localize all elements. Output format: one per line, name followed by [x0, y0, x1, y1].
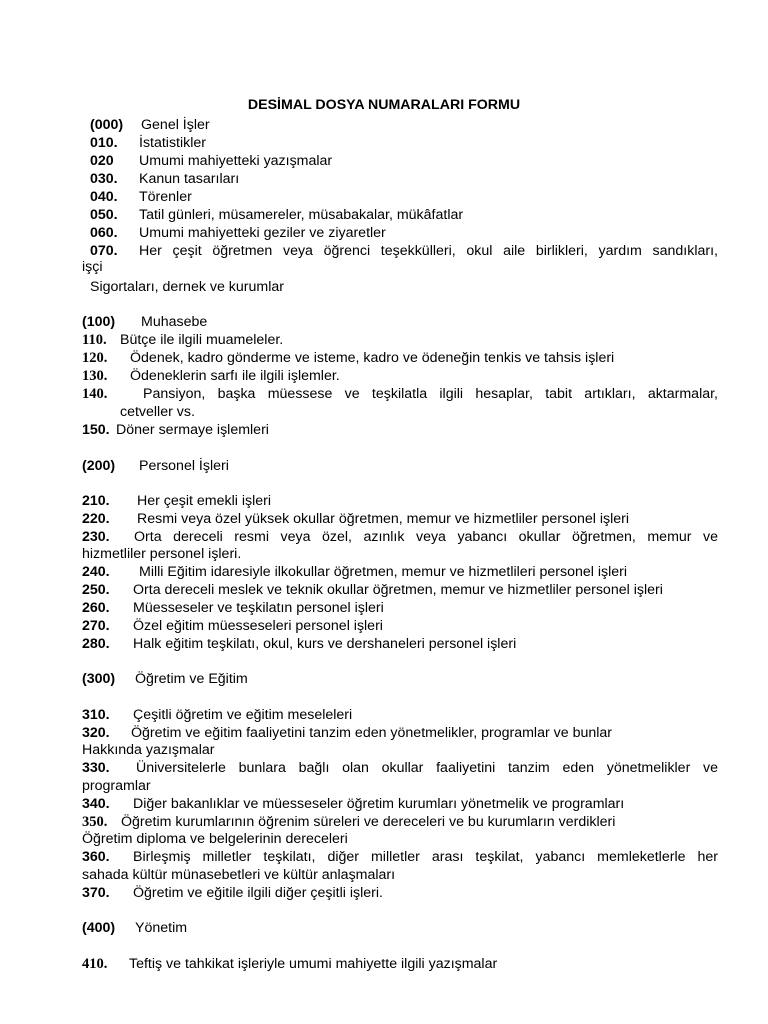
section-code-200: (200) [82, 458, 116, 474]
item-code-110: 110. [82, 332, 107, 348]
item-text-050: Tatil günleri, müsamereler, müsabakalar, mükâfatlar [139, 207, 464, 223]
item-text-260: Müesseseler ve teşkilatın personel işleri [133, 600, 384, 616]
section-code-300: (300) [82, 671, 116, 687]
section-label-300: Öğretim ve Eğitim [135, 671, 248, 687]
item-text-010: İstatistikler [139, 135, 207, 151]
item-text-280: Halk eğitim teşkilatı, okul, kurs ve dershaneleri personel işleri [133, 636, 517, 652]
section-code-100: (100) [82, 314, 116, 330]
item-code-280: 280. [82, 636, 110, 652]
item-text-040: Törenler [139, 189, 192, 205]
item-code-120: 120. [82, 350, 108, 366]
item-text-070-cont1: işçi [82, 259, 103, 275]
item-code-020: 020 [90, 153, 114, 169]
item-code-060: 060. [90, 225, 118, 241]
item-code-130: 130. [82, 368, 108, 384]
section-label-400: Yönetim [135, 920, 188, 936]
item-text-120: Ödenek, kadro gönderme ve isteme, kadro ve ödeneğin tenkis ve tahsis işleri [130, 350, 615, 366]
item-text-020: Umumi mahiyetteki yazışmalar [139, 153, 333, 169]
item-code-040: 040. [90, 189, 118, 205]
section-label-100: Muhasebe [141, 314, 208, 330]
item-text-140-cont1: cetveller vs. [120, 404, 195, 420]
item-text-250: Orta dereceli meslek ve teknik okullar öğretmen, memur ve hizmetliler personel işleri [133, 582, 663, 598]
item-text-030: Kanun tasarıları [139, 171, 240, 187]
item-text-350-cont1: Öğretim diploma ve belgelerinin dereceleri [82, 831, 348, 847]
item-code-240: 240. [82, 564, 110, 580]
item-text-330: Üniversitelerle bunlara bağlı olan okullar faaliyetini tanzim eden yönetmelikler ve [136, 760, 718, 776]
item-text-210: Her çeşit emekli işleri [137, 493, 272, 509]
item-code-230: 230. [82, 529, 110, 545]
item-code-320: 320. [82, 725, 110, 741]
item-text-140: Pansiyon, başka müessese ve teşkilatla ilgili hesaplar, tabit artıkları, aktarmalar, [143, 386, 718, 402]
item-code-270: 270. [82, 618, 110, 634]
item-code-370: 370. [82, 885, 110, 901]
item-code-030: 030. [90, 171, 118, 187]
item-code-250: 250. [82, 582, 110, 598]
item-text-360: Birleşmiş milletler teşkilatı, diğer milletler arası teşkilat, yabancı memleketlerle her [133, 849, 718, 865]
item-text-220: Resmi veya özel yüksek okullar öğretmen, memur ve hizmetliler personel işleri [137, 511, 630, 527]
item-text-230: Orta dereceli resmi veya özel, azınlık veya yabancı okullar öğretmen, memur ve [134, 529, 718, 545]
item-code-260: 260. [82, 600, 110, 616]
item-text-150: Döner sermaye işlemleri [116, 422, 269, 438]
item-code-070: 070. [90, 243, 118, 259]
item-text-360-cont1: sahada kültür münasebetleri ve kültür anlaşmaları [82, 867, 396, 883]
item-text-310: Çeşitli öğretim ve eğitim meseleleri [133, 707, 353, 723]
item-code-330: 330. [82, 760, 110, 776]
item-text-350: Öğretim kurumlarının öğrenim süreleri ve dereceleri ve bu kurumların verdikleri [121, 814, 616, 830]
item-text-070: Her çeşit öğretmen veya öğrenci teşekkülleri, okul aile birlikleri, yardım sandıkları, [139, 243, 718, 259]
section-code-400: (400) [82, 920, 116, 936]
item-code-150: 150. [82, 422, 110, 438]
item-text-410: Teftiş ve tahkikat işleriyle umumi mahiyette ilgili yazışmalar [129, 956, 498, 972]
item-text-070-cont2: Sigortaları, dernek ve kurumlar [90, 279, 284, 295]
item-text-060: Umumi mahiyetteki geziler ve ziyaretler [139, 225, 386, 241]
item-code-410: 410. [82, 956, 108, 972]
item-code-360: 360. [82, 849, 110, 865]
item-code-310: 310. [82, 707, 110, 723]
section-label-200: Personel İşleri [139, 458, 229, 474]
item-text-230-cont1: hizmetliler personel işleri. [82, 546, 242, 562]
item-code-140: 140. [82, 386, 108, 402]
item-text-110: Bütçe ile ilgili muameleler. [120, 332, 284, 348]
item-text-270: Özel eğitim müesseseleri personel işleri [133, 618, 383, 634]
item-text-320: Öğretim ve eğitim faaliyetini tanzim eden yönetmelikler, programlar ve bunlar [131, 725, 613, 741]
section-code-000: (000) [90, 117, 124, 133]
item-text-130: Ödeneklerin sarfı ile ilgili işlemler. [130, 368, 340, 384]
document-title: DESİMAL DOSYA NUMARALARI FORMU [247, 97, 521, 113]
item-code-340: 340. [82, 796, 110, 812]
item-text-340: Diğer bakanlıklar ve müesseseler öğretim kurumları yönetmelik ve programları [133, 796, 625, 812]
item-code-050: 050. [90, 207, 118, 223]
item-text-330-cont1: programlar [82, 778, 151, 794]
section-label-000: Genel İşler [141, 117, 210, 133]
item-code-220: 220. [82, 511, 110, 527]
item-code-350: 350. [82, 814, 108, 830]
item-code-210: 210. [82, 493, 110, 509]
item-code-010: 010. [90, 135, 118, 151]
item-text-320-cont1: Hakkında yazışmalar [82, 742, 215, 758]
item-text-370: Öğretim ve eğitile ilgili diğer çeşitli işleri. [133, 885, 383, 901]
item-text-240: Milli Eğitim idaresiyle ilkokullar öğretmen, memur ve hizmetlileri personel işleri [139, 564, 628, 580]
